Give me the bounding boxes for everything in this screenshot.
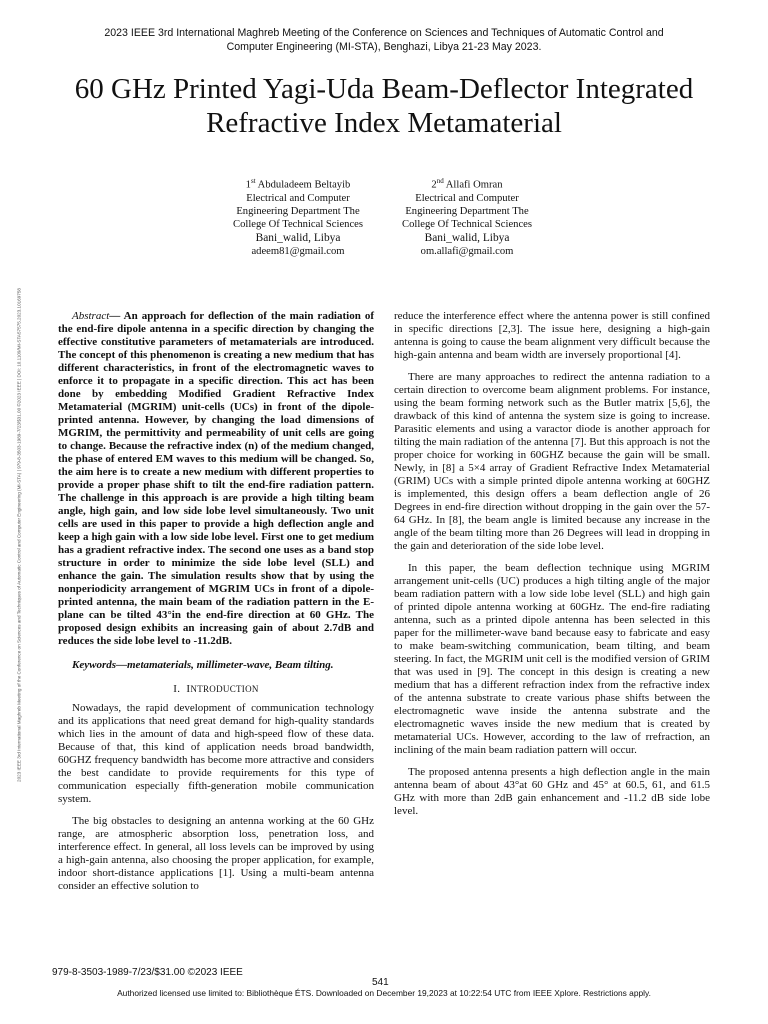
- body-paragraph: In this paper, the beam deflection technique using MGRIM arrangement unit-cells (UC) produces a high tilting angle of the major beam radiation pattern with a low side lobe level (SLL) and high gain of printed dipole antenna working at 60GHz. The end-fire radiating antenna, such as a printed dipole antenna has been selected in this paper for the millimeter-wave band because easy to fabricate and easy to make beam-switching communication, beam tilting, and beam steering. In fact, the MGRIM unit cell is the modified version of GRIM that was used in [9]. The concept in this design is creating a new medium that has a different refraction index from the refractive index of the antenna substrate to create various phase shifts between the electromagnetic wave inside the antenna substrate and the electromagnetic waves inside the new medium that is created by metamaterial UCs. However, according to the law of rrefraction, an inclining of the main beam radiation pattern will occur.: [394, 562, 710, 756]
- section-title-initial: I: [186, 683, 191, 695]
- author-1-affiliation-line: College Of Technical Sciences: [233, 218, 363, 230]
- section-title-rest: NTRODUCTION: [190, 684, 259, 694]
- author-1-ordinal: 1: [245, 179, 251, 191]
- paper-title-line-1: 60 GHz Printed Yagi-Uda Beam-Deflector Integrated: [74, 73, 694, 105]
- author-1-affiliation-line: Engineering Department The: [236, 205, 360, 217]
- section-number: I.: [173, 683, 181, 695]
- author-2-city: Bani_walid, Libya: [424, 231, 510, 244]
- left-column: [58, 310, 374, 893]
- keywords-label: Keywords—: [72, 659, 127, 671]
- author-1-ordinal-suffix: st: [250, 177, 256, 185]
- side-margin-note: [10, 185, 28, 885]
- side-margin-text: 2023 IEEE 3rd International Maghreb Meeting of the Conference on Sciences and Techniques of Automatic Control and Computer Engineering (MI-STA) | 979-8-3503-1989-7/23/$31.00 ©2023 IEEE | DOI: 10.1109/MI-STA57575.2023.10169758: [16, 288, 22, 782]
- author-1: [213, 175, 383, 258]
- paper-title-line-2: Refractive Index Metamaterial: [206, 107, 562, 139]
- author-2-name-line: [382, 175, 552, 192]
- author-1-city: Bani_walid, Libya: [255, 231, 341, 244]
- author-1-name-line: [213, 175, 383, 192]
- body-paragraph: The proposed antenna presents a high deflection angle in the main antenna beam of about 43°at 60 GHz and 45° at 60.5, 61, and 61.5 GHz with more than 2dB gain enhancement and -11.2 dB side lobe level.: [394, 766, 710, 817]
- body-paragraph: reduce the interference effect where the antenna power is still confined in specific directions [2,3]. The issue here, designing a high-gain antenna is going to cause the beam alignment very difficult because the high-gain antenna and beam width are inversely proportional [4].: [394, 310, 710, 361]
- body-paragraph: There are many approaches to redirect the antenna radiation to a certain direction to overcome beam alignment problems. For instance, using the beam forming network such as the Butler matrix [5,6], the drawback of this kind of antenna the system size is going to increase. Parasitic elements and using a varactor diode is another approach for tilting the main radiation of the antenna [7]. But this approach is not the proper choice for working in 60GHZ because the gain will be small. Newly, in [8] a 5×4 array of Gradient Refractive Index Metamaterial (GRIM) UCs with a simple printed dipole antenna working at 60GHZ is implemented, this design offers a beam deflection angle of 26 Degrees in end-fire direction without dropping in the gain over the 57-64 GHz. In [8], the beam angle is limited because any increase in the angle of the beam tilting more than 26 Degrees will lead in dropping in the gain and deterioration of the side lobe level.: [394, 371, 710, 552]
- body-paragraph: Nowadays, the rapid development of communication technology and its applications that need great demand for high-quality standards which lies in the amount of data and high-speed flow of these data. Because of that, this kind of application needs broad bandwidth, 60GHZ frequency bandwidth has become more attractive and considers the best candidate to provide requirements for this type of communication especially fifth-generation mobile communication system.: [58, 702, 374, 805]
- conference-line-2: Computer Engineering (MI-STA), Benghazi, Libya 21-23 May 2023.: [226, 41, 542, 53]
- page-number: 541: [372, 977, 389, 988]
- keywords: [58, 659, 374, 672]
- keywords-text: metamaterials, millimeter-wave, Beam tilting.: [127, 659, 334, 671]
- conference-line-1: 2023 IEEE 3rd International Maghreb Meeting of the Conference on Sciences and Techniques of Automatic Control and: [104, 27, 664, 39]
- author-1-email: adeem81@gmail.com: [251, 245, 345, 257]
- author-2-affiliation-line: Engineering Department The: [405, 205, 529, 217]
- section-heading-introduction: [58, 683, 374, 696]
- author-1-name: Abduladeem Beltayib: [255, 179, 351, 191]
- author-2-name: Allafi Omran: [443, 179, 503, 191]
- abstract-text: An approach for deflection of the main radiation of the end-fire dipole antenna in a specific direction by changing the effective constitutive parameters of metamaterials are introduced. The concept of this phenomenon is creating a new medium that has different characteristics, in front of the electromagnetic waves to enforce it to propagate in a specific direction. This act has been done by embedding Modified Gradient Refractive Index Metamaterial (MGRIM) unit-cells (UCs) in front of the dipole-printed antenna. However, by changing the load dimensions of MGRIM, the permittivity and permeability of unit cells are going to change. Because the refractive index (n) of the medium changed, the phase of entered EM waves to this medium will be changed. So, the aim here is to create a new medium with different properties to provide a proper phase shift to tilt the end-fire radiation pattern. The challenge in this approach is are provide a high tilting beam angle, high gain, and low side lobe level simultaneously. Two unit cells are used in this paper to provide a high deflection angle and keep a high gain with a low side lobe level. First one to get medium has a gradient refractive index. The second one uses as a band stop structure in order to minimize the side lobe level (SLL) and enhance the gain. The simulation results show that by using the nonperiodicity arrangement of MGRIM UCs in front of a dipole-printed antenna, the main beam of the radiation pattern in the E-plane can be tilted 43°in the end-fire direction at 60 GHz. The proposed design exhibits an increasing gain of about 2.7dB and reduces the side lobe level to -11.2dB.: [58, 310, 374, 647]
- author-2-ordinal-suffix: nd: [436, 177, 444, 185]
- author-2-email: om.allafi@gmail.com: [420, 245, 514, 257]
- author-2-affiliation-line: College Of Technical Sciences: [402, 218, 532, 230]
- paper-title: [30, 72, 738, 140]
- body-paragraph: The big obstacles to designing an antenna working at the 60 GHz range, are atmospheric absorption loss, penetration loss, and interference effect. In general, all loss levels can be improved by using a high-gain antenna, also choosing the proper application, for example, indoor short-distance applications [1]. Using a multi-beam antenna consider an effective solution to: [58, 815, 374, 892]
- author-2: [382, 175, 552, 258]
- copyright-line: 979-8-3503-1989-7/23/$31.00 ©2023 IEEE: [52, 967, 243, 978]
- abstract-dash: —: [109, 310, 124, 322]
- author-2-ordinal: 2: [431, 179, 437, 191]
- abstract-label: Abstract: [72, 310, 110, 322]
- author-2-affiliation-line: Electrical and Computer: [415, 192, 519, 204]
- author-1-affiliation-line: Electrical and Computer: [246, 192, 350, 204]
- license-notice: Authorized licensed use limited to: Bibliothèque ÉTS. Downloaded on December 19,2023 at 10:22:54 UTC from IEEE Xplore. Restrictions apply.: [117, 988, 651, 998]
- right-column: [394, 310, 710, 818]
- conference-header: [60, 26, 708, 54]
- abstract: [58, 310, 374, 648]
